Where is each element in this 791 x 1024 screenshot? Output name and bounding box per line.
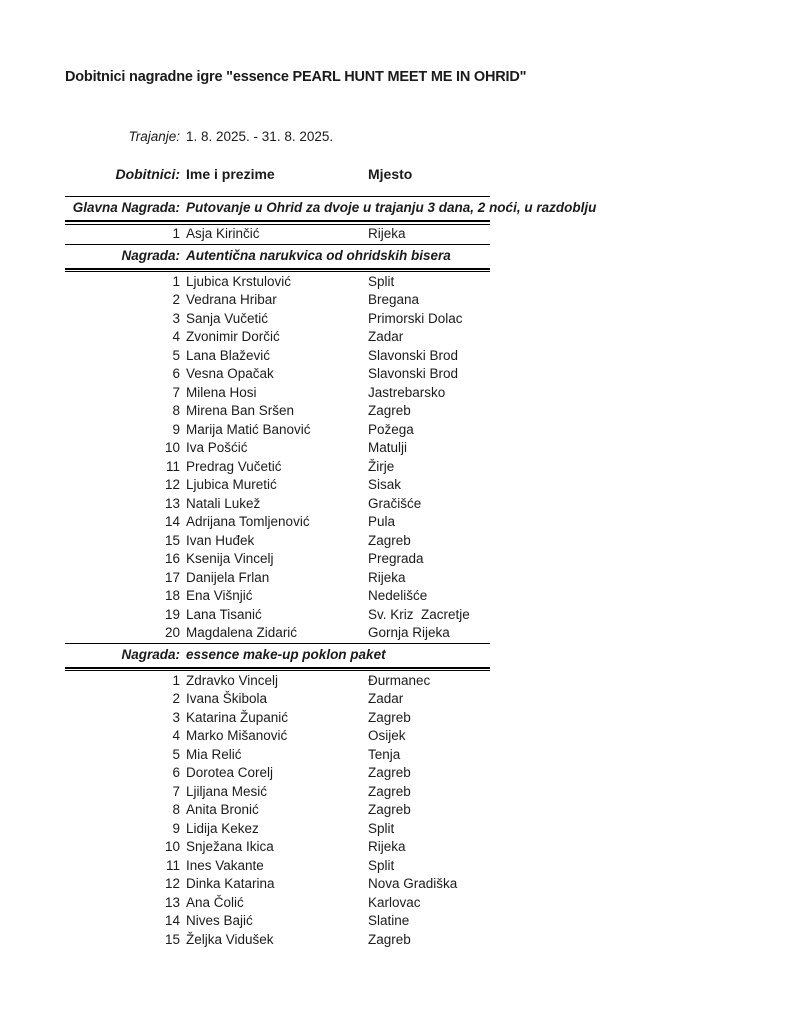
winner-row [65, 291, 490, 310]
winner-name: Predrag Vučetić [186, 458, 282, 474]
winner-city: Gračišće [368, 495, 422, 511]
winner-name: Ksenija Vincelj [186, 551, 274, 566]
winner-name: Ljubica Krstulović [186, 273, 292, 289]
winner-city: Tenja [368, 746, 401, 762]
winner-name: Lana Blažević [186, 347, 271, 363]
winner-number: 12 [164, 477, 180, 492]
document-title: Dobitnici nagradne igre "essence PEARL HUNT MEET ME IN OHRID" [65, 69, 527, 85]
winner-row [65, 606, 490, 625]
winner-row [65, 310, 490, 329]
winner-name: Natali Lukež [186, 495, 261, 511]
section-prize: Putovanje u Ohrid za dvoje u trajanju 3 dana, 2 noći, u razdoblju [186, 200, 597, 215]
winner-name: Ines Vakante [186, 857, 264, 873]
winner-city: Primorski Dolac [368, 310, 463, 326]
winner-row [65, 273, 490, 292]
winner-city: Pula [368, 514, 396, 529]
winner-row [65, 672, 490, 691]
winner-name: Dorotea Corelj [186, 765, 274, 780]
winner-city: Zagreb [368, 532, 411, 548]
winner-name: Asja Kirinčić [186, 226, 260, 241]
winner-number: 1 [172, 226, 180, 241]
winner-number: 12 [164, 876, 180, 891]
winners-section [65, 196, 597, 244]
winner-city: Slavonski Brod [368, 366, 459, 381]
winner-city: Požega [368, 421, 414, 437]
winner-name: Iva Pošćić [186, 440, 248, 455]
section-rows [65, 222, 490, 244]
section-label: Nagrada: [121, 646, 180, 662]
section-label: Nagrada: [121, 247, 180, 263]
winner-row [65, 894, 490, 913]
winner-name: Ljiljana Mesić [186, 783, 268, 799]
winner-name: Danijela Frlan [186, 569, 270, 585]
winners-table [65, 196, 597, 949]
winners-section [65, 244, 490, 643]
winners-header-row [65, 165, 791, 183]
winner-number: 11 [165, 857, 180, 873]
winner-row [65, 225, 490, 244]
winner-row [65, 931, 490, 950]
winner-number: 8 [172, 802, 180, 817]
winner-city: Zagreb [368, 802, 411, 817]
winner-number: 18 [164, 588, 180, 603]
winner-name: Ljubica Muretić [186, 477, 277, 492]
section-header-row [65, 244, 490, 270]
winner-city: Sv. Kriz Zacretje [368, 606, 470, 622]
winner-number: 5 [172, 746, 180, 762]
duration-row [65, 128, 791, 146]
winner-name: Snježana Ikica [186, 839, 274, 854]
section-prize: Autentična narukvica od ohridskih bisera [186, 247, 451, 263]
winner-row [65, 439, 490, 458]
winner-name: Vesna Opačak [186, 366, 274, 381]
winner-name: Ana Čolić [186, 894, 244, 910]
winner-number: 17 [164, 569, 180, 585]
winner-city: Žirje [368, 458, 395, 474]
winner-number: 19 [164, 606, 180, 622]
winner-city: Split [368, 273, 395, 289]
winner-city: Rijeka [368, 226, 406, 241]
winner-city: Slatine [368, 913, 410, 928]
winner-row [65, 402, 490, 421]
section-label: Glavna Nagrada: [72, 200, 180, 215]
winner-row [65, 727, 490, 746]
winner-city: Zagreb [368, 403, 411, 418]
winner-number: 10 [164, 839, 180, 854]
winner-number: 4 [172, 728, 180, 743]
winner-name: Adrijana Tomljenović [186, 514, 310, 529]
winner-row [65, 820, 490, 839]
winner-name: Anita Bronić [186, 802, 259, 817]
winner-row [65, 690, 490, 709]
winner-number: 20 [164, 625, 180, 640]
winner-number: 13 [164, 495, 180, 511]
winner-row [65, 624, 490, 643]
winner-number: 5 [172, 347, 180, 363]
winner-city: Zadar [368, 329, 404, 344]
duration-value: 1. 8. 2025. - 31. 8. 2025. [186, 129, 334, 144]
winner-city: Gornja Rijeka [368, 625, 450, 640]
name-column-header: Ime i prezime [186, 166, 275, 182]
winner-row [65, 365, 490, 384]
winner-name: Lidija Kekez [186, 820, 259, 836]
city-column-header: Mjesto [368, 166, 413, 182]
winner-name: Ivana Škibola [186, 691, 268, 706]
winner-number: 2 [172, 292, 180, 307]
winner-name: Marija Matić Banović [186, 421, 311, 437]
winner-row [65, 458, 490, 477]
winner-row [65, 513, 490, 532]
winner-city: Pregrada [368, 551, 424, 566]
winner-row [65, 421, 490, 440]
winner-row [65, 875, 490, 894]
winner-name: Željka Vidušek [186, 931, 274, 947]
winner-number: 9 [172, 820, 180, 836]
winner-row [65, 912, 490, 931]
winner-number: 16 [164, 551, 180, 566]
winner-name: Marko Mišanović [186, 728, 288, 743]
winner-name: Mia Relić [186, 746, 242, 762]
winner-city: Nedelišće [368, 588, 428, 603]
winner-city: Nova Gradiška [368, 876, 458, 891]
winner-city: Zadar [368, 691, 404, 706]
winner-name: Katarina Županić [186, 709, 289, 725]
winner-row [65, 838, 490, 857]
winner-city: Jastrebarsko [368, 384, 446, 400]
winner-number: 1 [172, 672, 180, 688]
winners-section [65, 643, 490, 950]
winner-number: 8 [172, 403, 180, 418]
winner-city: Sisak [368, 477, 402, 492]
winner-city: Zagreb [368, 783, 411, 799]
winner-number: 10 [164, 440, 180, 455]
winner-row [65, 328, 490, 347]
winner-row [65, 550, 490, 569]
winner-row [65, 495, 490, 514]
winner-name: Magdalena Zidarić [186, 625, 298, 640]
winner-city: Split [368, 857, 395, 873]
winner-city: Zagreb [368, 931, 411, 947]
winner-number: 6 [172, 366, 180, 381]
winner-number: 14 [164, 913, 180, 928]
winner-city: Rijeka [368, 839, 406, 854]
section-rows [65, 270, 490, 643]
winner-number: 6 [172, 765, 180, 780]
winner-name: Mirena Ban Sršen [186, 403, 295, 418]
winner-row [65, 764, 490, 783]
winner-city: Zagreb [368, 709, 411, 725]
winner-name: Lana Tisanić [186, 606, 262, 622]
winner-row [65, 384, 490, 403]
winner-number: 15 [164, 931, 180, 947]
winner-city: Zagreb [368, 765, 411, 780]
section-prize: essence make-up poklon paket [186, 646, 386, 662]
winner-number: 2 [172, 691, 180, 706]
winner-name: Dinka Katarina [186, 876, 275, 891]
winner-city: Split [368, 820, 395, 836]
winner-number: 11 [165, 458, 180, 474]
winner-row [65, 347, 490, 366]
winner-row [65, 709, 490, 728]
winner-row [65, 476, 490, 495]
winner-row [65, 857, 490, 876]
winner-row [65, 532, 490, 551]
winner-city: Osijek [368, 728, 406, 743]
winner-number: 3 [172, 709, 180, 725]
winner-number: 7 [172, 384, 180, 400]
winner-city: Slavonski Brod [368, 347, 459, 363]
winner-name: Vedrana Hribar [186, 292, 277, 307]
winner-name: Nives Bajić [186, 913, 253, 928]
winner-row [65, 801, 490, 820]
section-rows [65, 669, 490, 950]
section-header-row [65, 196, 597, 222]
winner-row [65, 587, 490, 606]
winner-city: Bregana [368, 292, 420, 307]
winner-name: Ivan Huđek [186, 532, 255, 548]
winner-name: Milena Hosi [186, 384, 257, 400]
winner-name: Ena Višnjić [186, 588, 253, 603]
winner-row [65, 746, 490, 765]
winner-number: 13 [164, 894, 180, 910]
winner-number: 1 [172, 273, 180, 289]
winner-city: Matulji [368, 440, 408, 455]
winner-city: Đurmanec [368, 672, 431, 688]
winner-city: Rijeka [368, 569, 406, 585]
winner-number: 9 [172, 421, 180, 437]
section-header-row [65, 643, 490, 669]
winner-number: 4 [172, 329, 180, 344]
winner-name: Zdravko Vincelj [186, 672, 279, 688]
winner-number: 15 [164, 532, 180, 548]
winner-number: 14 [164, 514, 180, 529]
winner-name: Sanja Vučetić [186, 310, 269, 326]
winner-number: 7 [172, 783, 180, 799]
winner-row [65, 569, 490, 588]
winner-row [65, 783, 490, 802]
winner-number: 3 [172, 310, 180, 326]
winner-city: Karlovac [368, 894, 421, 910]
winner-name: Zvonimir Dorčić [186, 329, 280, 344]
duration-label: Trajanje: [128, 129, 180, 144]
winners-label: Dobitnici: [115, 166, 180, 182]
